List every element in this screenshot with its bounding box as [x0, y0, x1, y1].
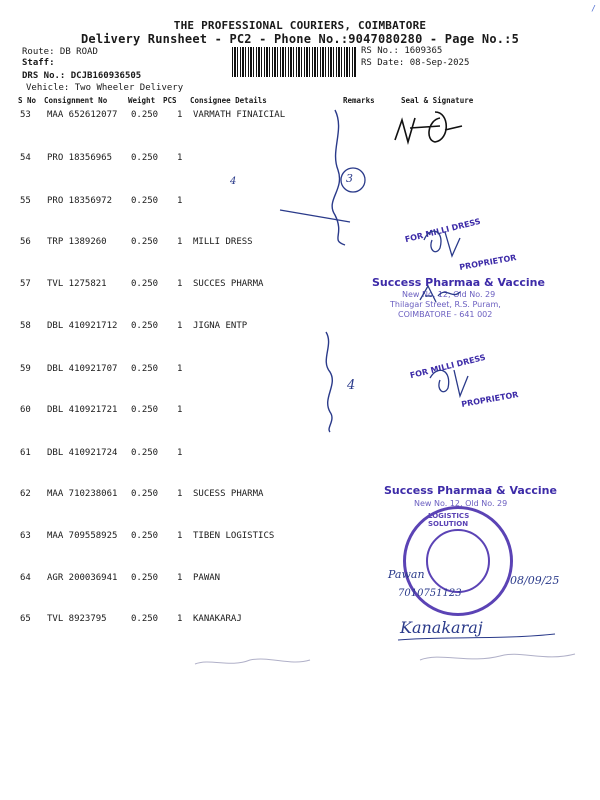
row-sno: 58: [20, 321, 31, 331]
col-sno: S No: [18, 96, 37, 105]
row-sno: 63: [20, 531, 31, 541]
row-weight: 0.250: [131, 531, 159, 541]
table-row: [0, 196, 600, 236]
row-consignment: TVL 1275821: [47, 279, 107, 289]
row-pcs: 1: [177, 279, 183, 289]
row-weight: 0.250: [131, 279, 159, 289]
corner-mark: /: [591, 4, 596, 13]
remark-circle-number: 3: [346, 172, 353, 185]
row-consignee: KANAKARAJ: [193, 614, 242, 624]
proprietor-stamp-1: PROPRIETOR: [458, 253, 518, 272]
row-weight: 0.250: [131, 573, 159, 583]
row-sno: 57: [20, 279, 31, 289]
table-row: [0, 614, 600, 654]
row-weight: 0.250: [131, 237, 159, 247]
row-pcs: 1: [177, 405, 183, 415]
seal-text: LOGISTICS SOLUTION: [428, 512, 470, 528]
row-sno: 59: [20, 364, 31, 374]
success-address-line-2: Thilagar Street, R.S. Puram,: [390, 300, 501, 309]
company-title: THE PROFESSIONAL COURIERS, COIMBATORE: [173, 19, 427, 32]
row-consignment: MAA 652612077: [47, 110, 118, 120]
row-pcs: 1: [177, 321, 183, 331]
proprietor-stamp-2: PROPRIETOR: [460, 390, 520, 409]
milli-dress-stamp-1: FOR MILLI DRESS: [404, 216, 482, 245]
row-weight: 0.250: [131, 153, 159, 163]
success-address-line-1: New No. 12, Old No. 29: [402, 290, 496, 299]
row-consignee: JIGNA ENTP: [193, 321, 248, 331]
row-consignment: DBL 410921721: [47, 405, 118, 415]
row-consignment: DBL 410921712: [47, 321, 118, 331]
row-sno: 62: [20, 489, 31, 499]
row-pcs: 1: [177, 614, 183, 624]
rs-date: RS Date: 08-Sep-2025: [361, 58, 470, 68]
row-consignment: AGR 200036941: [47, 573, 118, 583]
pawan-number: 7010751123: [398, 588, 462, 599]
row-sno: 64: [20, 573, 31, 583]
row-sno: 61: [20, 448, 31, 458]
row-pcs: 1: [177, 531, 183, 541]
remark-four: 4: [347, 378, 356, 393]
col-pcs: PCS: [163, 96, 177, 105]
row-consignee: VARMATH FINAICIAL: [193, 110, 286, 120]
row-weight: 0.250: [131, 196, 159, 206]
row-weight: 0.250: [131, 110, 159, 120]
row-consignee: MILLI DRESS: [193, 237, 253, 247]
route-label: Route: DB ROAD: [22, 47, 98, 57]
row-consignment: TVL 8923795: [47, 614, 107, 624]
faint-scribble: [195, 659, 310, 664]
row-pcs: 1: [177, 153, 183, 163]
row-consignee: TIBEN LOGISTICS: [193, 531, 275, 541]
success-city: COIMBATORE - 641 002: [398, 310, 493, 319]
row-weight: 0.250: [131, 448, 159, 458]
row-consignment: PRO 18356965: [47, 153, 113, 163]
row-consignee: SUCCES PHARMA: [193, 279, 264, 289]
faint-scribble-2: [420, 654, 575, 660]
row-sno: 65: [20, 614, 31, 624]
row-pcs: 1: [177, 196, 183, 206]
row-pcs: 1: [177, 448, 183, 458]
rs-number: RS No.: 1609365: [361, 46, 443, 56]
row-consignee: SUCESS PHARMA: [193, 489, 264, 499]
company-seal: [403, 506, 513, 616]
row-weight: 0.250: [131, 364, 159, 374]
pawan-date: 08/09/25: [510, 574, 560, 587]
row-weight: 0.250: [131, 489, 159, 499]
col-consignment: Consignment No: [44, 96, 108, 105]
table-row: [0, 405, 600, 445]
staff-label: Staff:: [22, 58, 55, 68]
runsheet-title: Delivery Runsheet - PC2 - Phone No.:9047080280 - Page No.:5: [80, 32, 520, 46]
kanakaraj-signature: Kanakaraj: [400, 618, 483, 637]
row-weight: 0.250: [131, 321, 159, 331]
success2-address-line-1: New No. 12, Old No. 29: [414, 499, 508, 508]
col-remarks: Remarks: [343, 96, 375, 105]
success-pharma-stamp-1: Success Pharmaa & Vaccine: [372, 276, 545, 289]
table-row: [0, 448, 600, 488]
vehicle-label: Vehicle: Two Wheeler Delivery: [26, 83, 184, 93]
row-pcs: 1: [177, 110, 183, 120]
row-consignee: PAWAN: [193, 573, 221, 583]
row-consignment: MAA 709558925: [47, 531, 118, 541]
row-consignment: MAA 710238061: [47, 489, 118, 499]
drs-number: DRS No.: DCJB160936505: [22, 71, 142, 81]
row-pcs: 1: [177, 489, 183, 499]
milli-dress-stamp-2: FOR MILLI DRESS: [409, 352, 487, 381]
row-consignment: DBL 410921707: [47, 364, 118, 374]
barcode: [232, 47, 356, 77]
col-weight: Weight: [128, 96, 156, 105]
row-sno: 55: [20, 196, 31, 206]
row-sno: 56: [20, 237, 31, 247]
table-row: [0, 153, 600, 193]
table-row: [0, 110, 600, 150]
row-pcs: 1: [177, 237, 183, 247]
row-weight: 0.250: [131, 614, 159, 624]
pawan-note: Pawan: [388, 568, 425, 581]
row-consignment: PRO 18356972: [47, 196, 113, 206]
row-consignment: TRP 1389260: [47, 237, 107, 247]
row-sno: 53: [20, 110, 31, 120]
col-consignee: Consignee Details: [190, 96, 267, 105]
row-pcs: 1: [177, 364, 183, 374]
row-consignment: DBL 410921724: [47, 448, 118, 458]
row-sno: 54: [20, 153, 31, 163]
row-weight: 0.250: [131, 405, 159, 415]
table-row: [0, 321, 600, 361]
seal-inner-ring: [426, 529, 490, 593]
tick-mark: 4: [230, 176, 237, 187]
success-pharma-stamp-2: Success Pharmaa & Vaccine: [384, 484, 557, 497]
row-pcs: 1: [177, 573, 183, 583]
col-seal: Seal & Signature: [401, 96, 474, 105]
row-sno: 60: [20, 405, 31, 415]
